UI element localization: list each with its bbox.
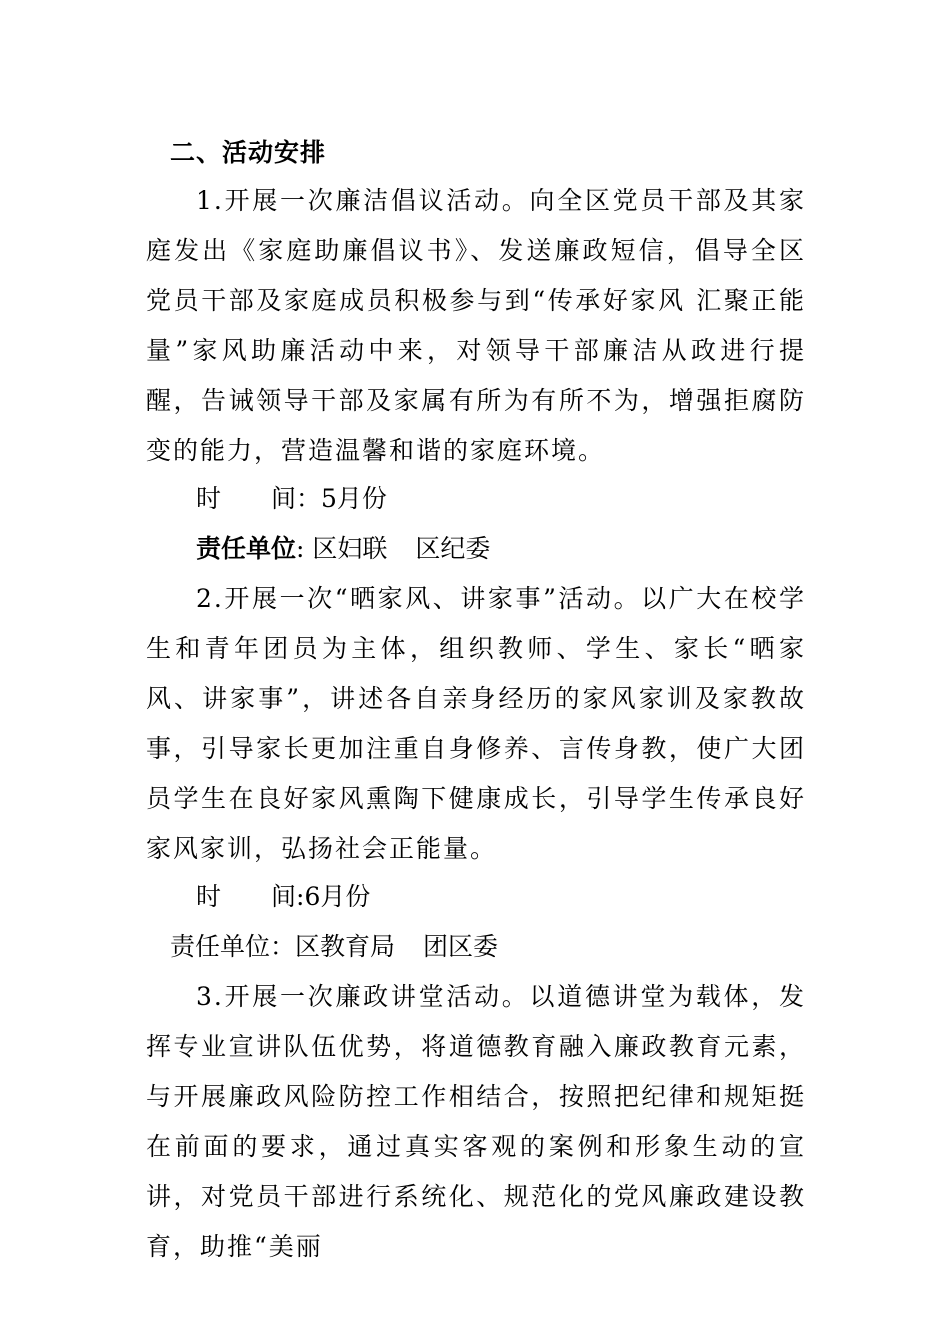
item-1-unit-sep: : [296,534,305,563]
item-1-time-label: 时 间： [196,484,322,513]
item-2-time-label: 时 间: [196,882,305,911]
item-2-unit-label: 责任单位： [170,932,296,961]
section-heading: 二、活动安排 [170,138,327,167]
item-1-unit-label: 责任单位 [196,534,297,563]
item-2-unit-b: 团区委 [423,932,499,961]
item-2-paragraph: 2.开展一次“晒家风、讲家事”活动。以广大在校学生和青年团员为主体，组织教师、学生、家长“晒家风、讲家事”，讲述各自亲身经历的家风家训及家教故事，引导家长更加注重自身修养、言传身教，使广大团员学生在良好家风熏陶下健康成长，引导学生传承良好家风家训，弘扬社会正能量。 [146,584,806,863]
item-1-paragraph: 1.开展一次廉洁倡议活动。向全区党员干部及其家庭发出《家庭助廉倡议书》、发送廉政短信，倡导全区党员干部及家庭成员积极参与到“传承好家风 汇聚正能量”家风助廉活动中来，对领导干部廉洁从政进行提醒，告诫领导干部及家属有所为有所不为，增强拒腐防变的能力，营造温馨和谐的家庭环境。 [146,186,806,465]
item-2-unit-a: 区教育局 [295,932,396,961]
item-1-unit-a: 区妇联 [312,534,388,563]
item-2-time-line [196,872,370,922]
item-1-time-line [196,474,387,524]
item-2-unit-line [170,922,498,972]
item-3-paragraph: 3.开展一次廉政讲堂活动。以道德讲堂为载体，发挥专业宣讲队伍优势，将道德教育融入廉政教育元素，与开展廉政风险防控工作相结合，按照把纪律和规矩挺在前面的要求，通过真实客观的案例和形象生动的宣讲，对党员干部进行系统化、规范化的党风廉政建设教育，助推“美丽 [146,982,806,1261]
item-1-unit-line [196,524,490,574]
item-2-time-value: 6月份 [304,882,371,911]
item-1-time-value: 5月份 [321,484,387,513]
item-1-unit-b: 区纪委 [415,534,491,563]
